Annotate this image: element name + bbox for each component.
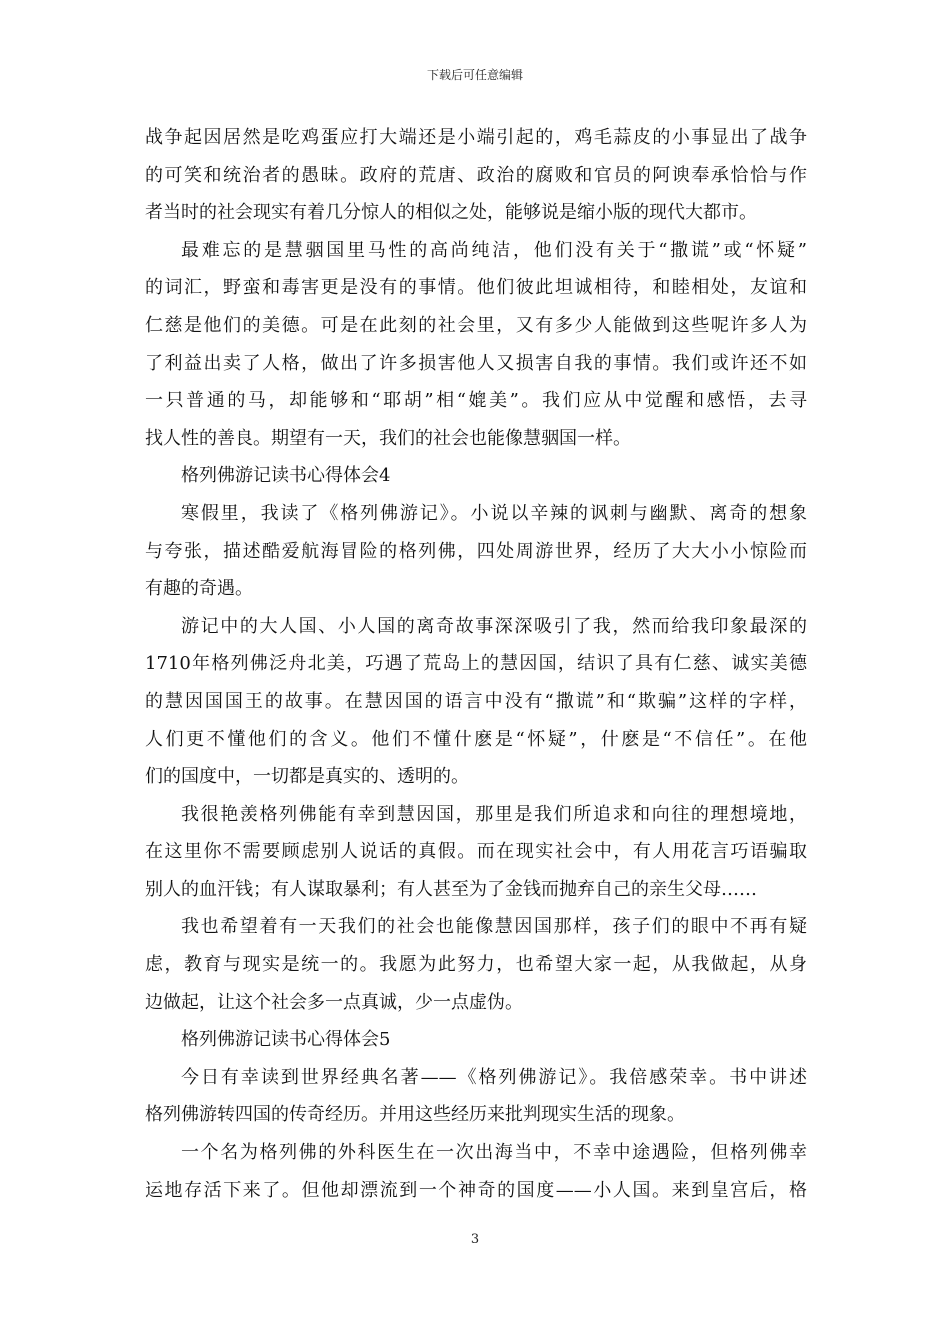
text-line: 我很艳羡格列佛能有幸到慧因国，那里是我们所追求和向往的理想境地， bbox=[181, 803, 807, 825]
text-line: 战争起因居然是吃鸡蛋应打大端还是小端引起的，鸡毛蒜皮的小事显出了战争 bbox=[145, 127, 807, 148]
text-line: 有趣的奇遇。 bbox=[145, 578, 253, 600]
text-line: 最难忘的是慧骃国里马性的高尚纯洁，他们没有关于“撒谎”或“怀疑” bbox=[181, 239, 807, 261]
text-line: 寒假里，我读了《格列佛游记》。小说以辛辣的讽刺与幽默、离奇的想象 bbox=[181, 502, 807, 524]
text-line: 们的国度中，一切都是真实的、透明的。 bbox=[145, 766, 469, 788]
page-number: 3 bbox=[470, 1232, 480, 1247]
text-line: 边做起，让这个社会多一点真诚，少一点虚伪。 bbox=[145, 991, 523, 1013]
text-line: 运地存活下来了。但他却漂流到一个神奇的国度——小人国。来到皇宫后，格 bbox=[145, 1179, 807, 1201]
text-line: 的词汇，野蛮和毒害更是没有的事情。他们彼此坦诚相待，和睦相处，友谊和 bbox=[145, 277, 807, 299]
text-line: 游记中的大人国、小人国的离奇故事深深吸引了我，然而给我印象最深的 bbox=[181, 615, 807, 637]
text-line: 虑，教育与现实是统一的。我愿为此努力，也希望大家一起，从我做起，从身 bbox=[145, 954, 807, 976]
text-line: 了利益出卖了人格，做出了许多损害他人又损害自我的事情。我们或许还不如 bbox=[145, 352, 807, 374]
text-line: 格列佛游转四国的传奇经历。并用这些经历来批判现实生活的现象。 bbox=[145, 1104, 685, 1126]
text-line: 我也希望着有一天我们的社会也能像慧因国那样，孩子们的眼中不再有疑 bbox=[181, 916, 807, 938]
text-line: 1710年格列佛泛舟北美，巧遇了荒岛上的慧因国，结识了具有仁慈、诚实美德 bbox=[145, 653, 807, 675]
text-line: 者当时的社会现实有着几分惊人的相似之处，能够说是缩小版的现代大都市。 bbox=[145, 202, 757, 224]
text-line: 一只普通的马，却能够和“耶胡”相“媲美”。我们应从中觉醒和感悟，去寻 bbox=[145, 390, 807, 412]
text-line: 的慧因国国王的故事。在慧因国的语言中没有“撒谎”和“欺骗”这样的字样， bbox=[145, 690, 807, 712]
text-line: 格列佛游记读书心得体会5 bbox=[181, 1029, 391, 1051]
text-line: 别人的血汗钱；有人谋取暴利；有人甚至为了金钱而抛弃自己的亲生父母…… bbox=[145, 878, 757, 900]
text-line: 找人性的善良。期望有一天，我们的社会也能像慧骃国一样。 bbox=[145, 427, 631, 449]
text-line: 仁慈是他们的美德。可是在此刻的社会里，又有多少人能做到这些呢许多人为 bbox=[145, 314, 807, 336]
page-header: 下载后可任意编辑 bbox=[426, 68, 523, 82]
text-line: 人们更不懂他们的含义。他们不懂什麽是“怀疑”，什麽是“不信任”。在他 bbox=[145, 728, 807, 750]
text-line: 的可笑和统治者的愚昧。政府的荒唐、政治的腐败和官员的阿谀奉承恰恰与作 bbox=[145, 164, 807, 186]
text-line: 格列佛游记读书心得体会4 bbox=[181, 465, 391, 487]
text-line: 与夸张，描述酷爱航海冒险的格列佛，四处周游世界，经历了大大小小惊险而 bbox=[145, 540, 807, 562]
text-line: 今日有幸读到世界经典名著——《格列佛游记》。我倍感荣幸。书中讲述 bbox=[181, 1066, 807, 1088]
document-body bbox=[145, 119, 807, 1209]
text-line: 在这里你不需要顾虑别人说话的真假。而在现实社会中，有人用花言巧语骗取 bbox=[145, 841, 807, 863]
text-line: 一个名为格列佛的外科医生在一次出海当中，不幸中途遇险，但格列佛幸 bbox=[181, 1142, 807, 1164]
